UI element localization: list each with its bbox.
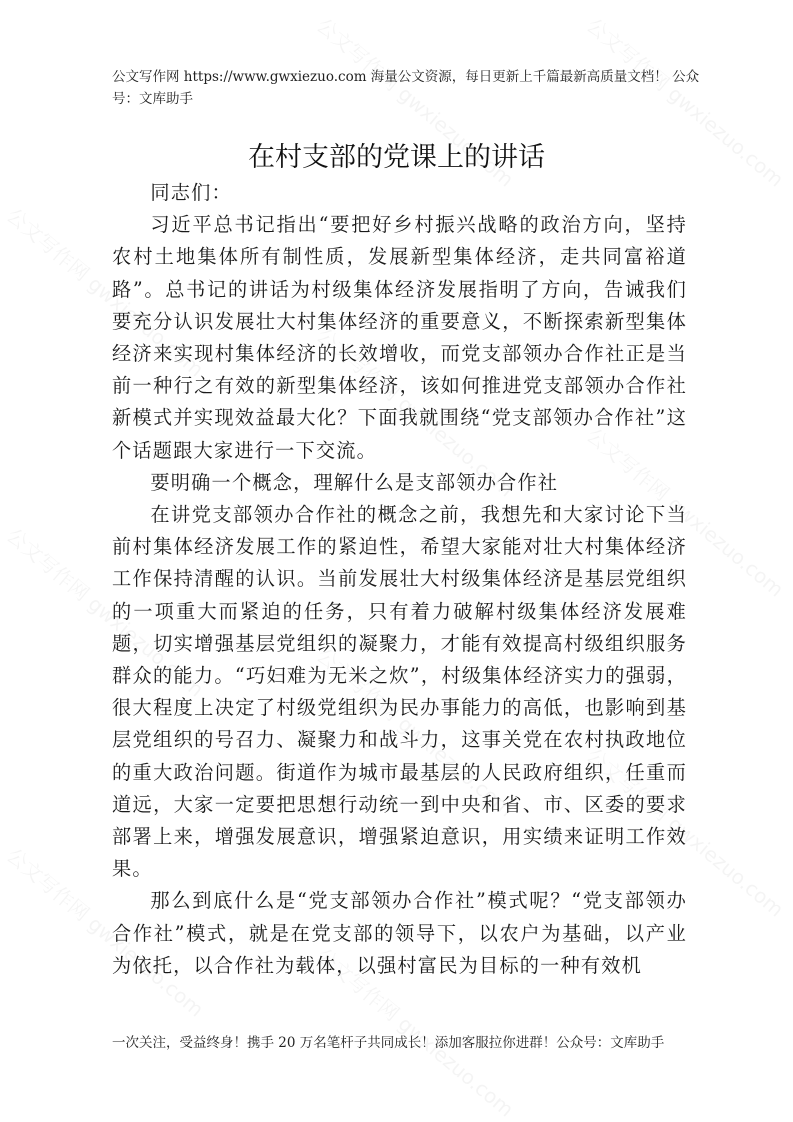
- document-body: [112, 177, 687, 982]
- page-footer: 一次关注，受益终身！携手 20 万名笔杆子共同成长！添加客服拉你进群！公众号：文库助手: [112, 1035, 665, 1051]
- paragraph: 那么到底什么是“党支部领办合作社”模式呢？“党支部领办合作社”模式，就是在党支部的领导下，以农户为基础，以产业为依托，以合作社为载体，以强村富民为目标的一种有效机: [112, 889, 687, 977]
- paragraph: 在讲党支部领办合作社的概念之前，我想先和大家讨论下当前村集体经济发展工作的紧迫性，希望大家能对壮大村集体经济工作保持清醒的认识。当前发展壮大村级集体经济是基层党组织的一项重大而紧迫的任务，只有着力破解村级集体经济发展难题，切实增强基层党组织的凝聚力，才能有效提高村级组织服务群众的能力。“巧妇难为无米之炊”，村级集体经济实力的强弱，很大程度上决定了村级党组织为民办事能力的高低，也影响到基层党组织的号召力、凝聚力和战斗力，这事关党在农村执政地位的重大政治问题。街道作为城市最基层的人民政府组织，任重而道远，大家一定要把思想行动统一到中央和省、市、区委的要求部署上来，增强发展意识，增强紧迫意识，用实绩来证明工作效果。: [112, 503, 687, 881]
- paragraph: 习近平总书记指出“要把好乡村振兴战略的政治方向，坚持农村土地集体所有制性质，发展新型集体经济，走共同富裕道路”。总书记的讲话为村级集体经济发展指明了方向，告诫我们要充分认识发展壮大村集体经济的重要意义，不断探索新型集体经济来实现村集体经济的长效增收，而党支部领办合作社正是当前一种行之有效的新型集体经济，该如何推进党支部领办合作社新模式并实现效益最大化？下面我就围绕“党支部领办合作社”这个话题跟大家进行一下交流。: [112, 213, 687, 462]
- page-header: 公文写作网 https://www.gwxiezuo.com 海量公文资源，每日更新上千篇最新高质量文档！ 公众号：文库助手: [112, 69, 700, 107]
- salutation: 同志们：: [150, 181, 232, 204]
- section-heading: 要明确一个概念，理解什么是支部领办合作社: [150, 470, 559, 494]
- document-title: 在村支部的党课上的讲话: [248, 142, 545, 173]
